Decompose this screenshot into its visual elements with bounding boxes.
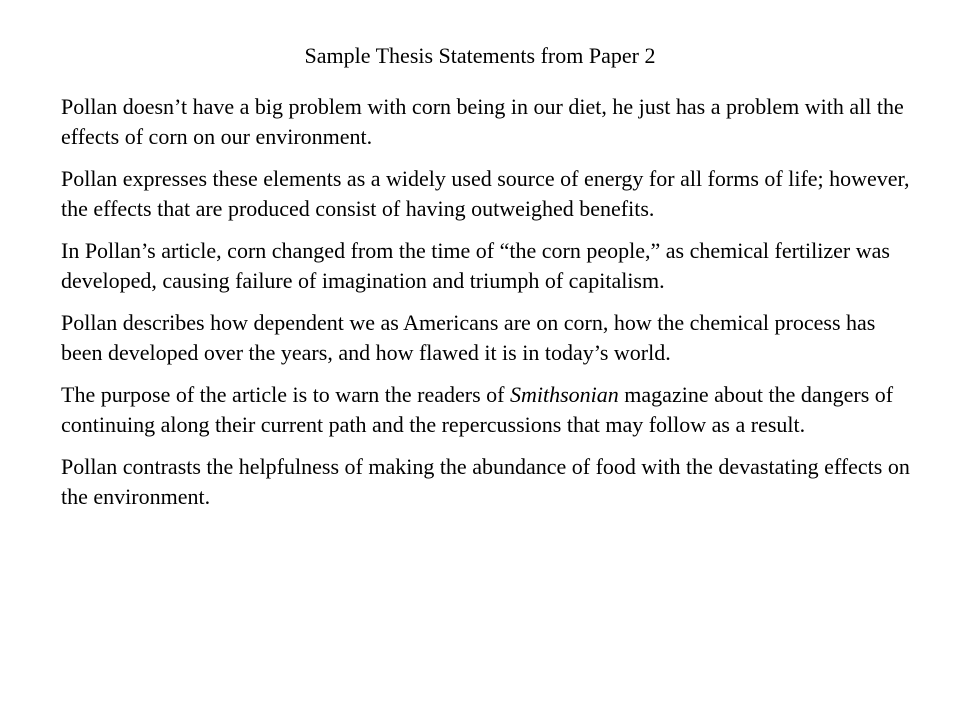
thesis-statement-3: In Pollan’s article, corn changed from the time of “the corn people,” as chemical fertilizer was developed, causing failure of imagination and triumph of capitalism. [61,238,890,293]
thesis-statement-6: Pollan contrasts the helpfulness of making the abundance of food with the devastating effects on the environment. [61,454,910,509]
thesis-statement-5-after: magazine about the dangers of continuing along their current path and the repercussions that may follow as a result. [61,382,894,437]
slide-title: Sample Thesis Statements from Paper 2 [304,43,656,68]
thesis-statement-4: Pollan describes how dependent we as Americans are on corn, how the chemical process has been developed over the years, and how flawed it is in today’s world. [61,310,876,365]
thesis-statement-5-before: The purpose of the article is to warn the readers of [61,382,510,407]
thesis-list [61,92,911,524]
thesis-statement-5 [61,380,911,440]
thesis-statement-2: Pollan expresses these elements as a widely used source of energy for all forms of life; however, the effects that are produced consist of having outweighed benefits. [61,166,910,221]
thesis-statement-1: Pollan doesn’t have a big problem with corn being in our diet, he just has a problem with all the effects of corn on our environment. [61,94,904,149]
magazine-title: Smithsonian [510,382,619,407]
